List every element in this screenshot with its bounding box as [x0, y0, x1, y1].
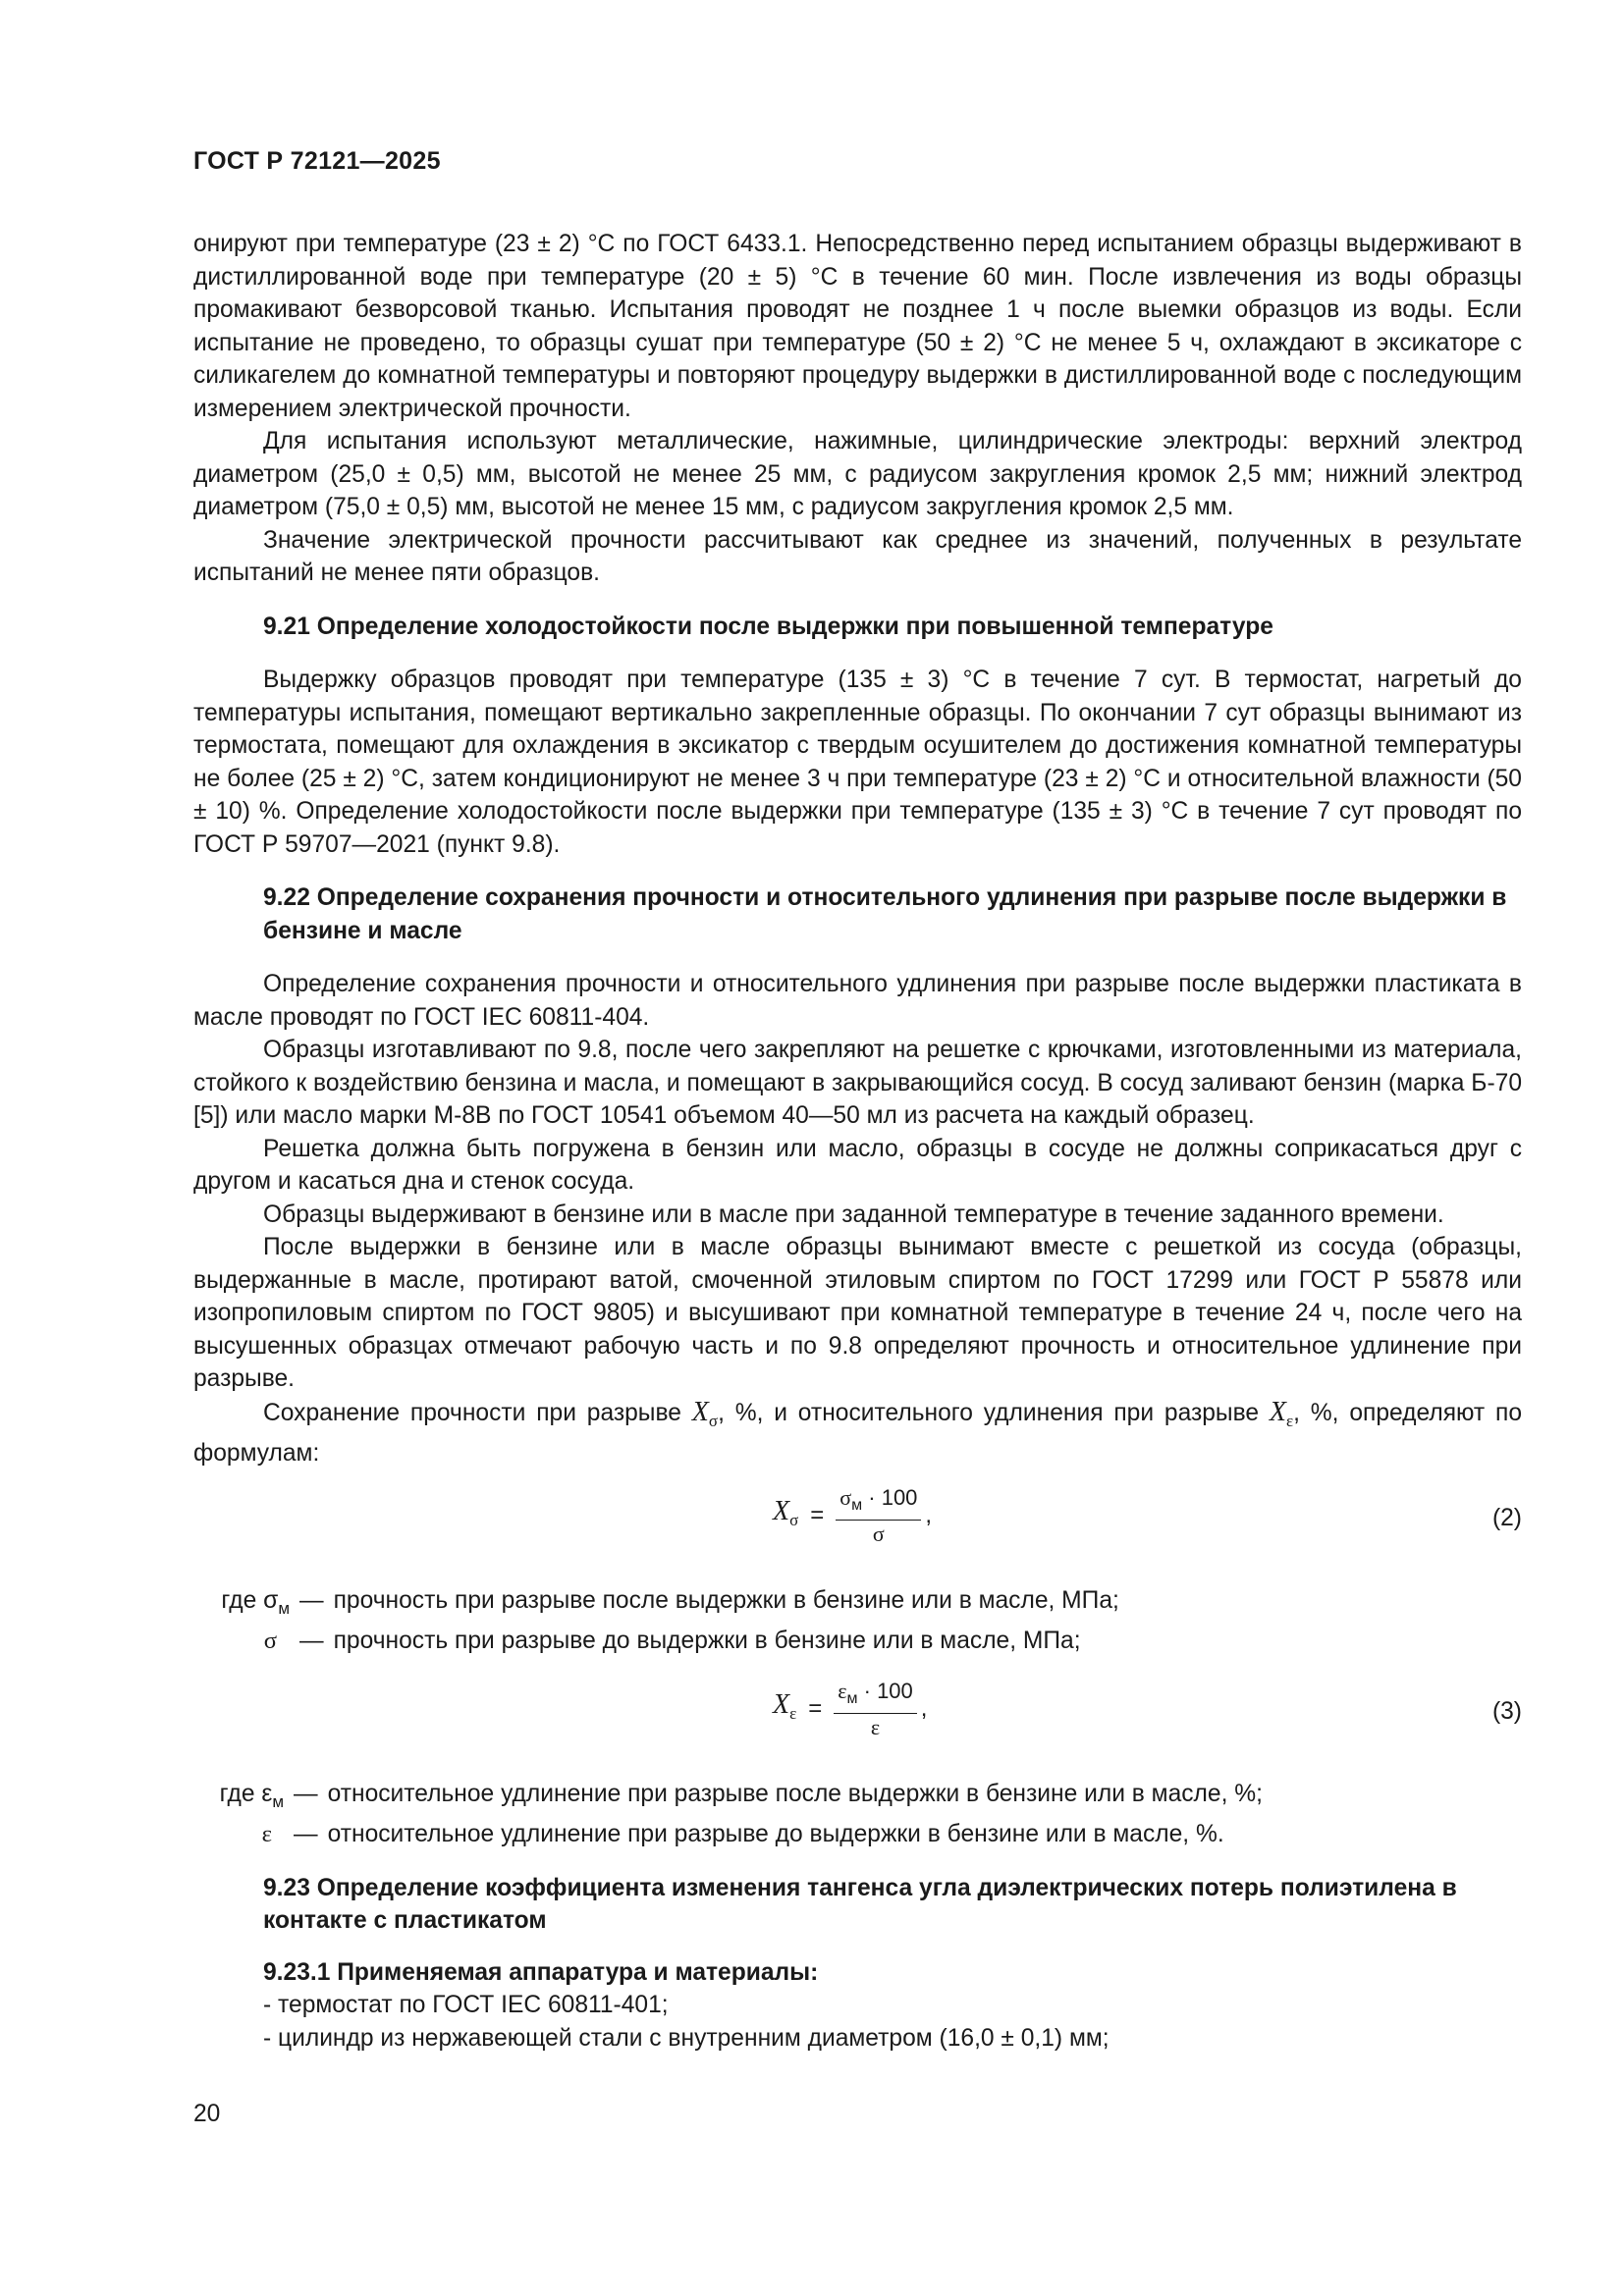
paragraph-9-22-6 — [193, 1396, 1522, 1470]
symbol-x: X — [691, 1396, 709, 1427]
paragraph-9-22-4: Образцы выдерживают в бензине или в масле при заданной температуре в течение заданного времени. — [263, 1201, 1444, 1228]
fraction-numerator: $\varepsilon_м \cdot 100$ — [838, 1678, 913, 1707]
equals-sign: = — [810, 1502, 825, 1529]
formula-lhs-sub: ε — [789, 1703, 797, 1723]
paragraph-9-21: Выдержку образцов проводят при температуре (135 ± 3) °С в течение 7 сут. В термостат, нагретый до температуры испытания, помещают вертикально закрепленные образцы. По окончании 7 сут образцы вынимают из термостата, помещают для охлаждения в эксикатор с твердым осушителем до достижения комнатной температуры не более (25 ± 2) °С, затем кондиционируют не менее 3 ч при температуре (23 ± 2) °С и относительной влажности (50 ± 10) %. Определение холодостойкости после выдержки при температуре (135 ± 3) °С в течение 7 сут проводят по ГОСТ Р 59707—2021 (пункт 9.8). — [193, 667, 1522, 858]
fraction — [834, 1678, 917, 1741]
paragraph-electrodes: Для испытания используют металлические, нажимные, цилиндрические электроды: верхний электрод диаметром (25,0 ± 0,5) мм, высотой не менее 25 мм, с радиусом закругления кромок 2,5 мм; нижний электрод диаметром (75,0 ± 0,5) мм, высотой не менее 15 мм, с радиусом закругления кромок 2,5 мм. — [193, 428, 1522, 520]
paragraph-electric-strength: Значение электрической прочности рассчитывают как среднее из значений, полученных в результате испытаний не менее пяти образцов. — [193, 526, 1522, 586]
symbol-sub: σ — [708, 1411, 719, 1430]
paragraph-9-22-3: Решетка должна быть погружена в бензин или масло, образцы в сосуде не должны соприкасаться друг с другом и касаться дна и стенок сосуда. — [193, 1135, 1522, 1195]
formula-number: (3) — [1491, 1697, 1522, 1725]
fraction-denominator: ε — [870, 1714, 881, 1739]
paragraph-9-22-2: Образцы изготавливают по 9.8, после чего закрепляют на решетке с крючками, изготовленными из материала, стойкого к воздействию бензина и масла, и помещают в закрывающийся сосуд. В сосуд заливают бензин (марка Б-70 [5]) или масло марки М-8В по ГОСТ 10541 объемом 40—50 мл из расчета на каждый образец. — [193, 1037, 1522, 1129]
formula-comma: , — [925, 1502, 933, 1529]
text-run: Сохранение прочности при разрыве — [263, 1399, 692, 1426]
definition-row: где $\sigma_м$ — прочность при разрыве после выдержки в бензине или в масле, МПа; — [193, 1584, 1522, 1626]
paragraph-continuation: онируют при температуре (23 ± 2) °С по ГОСТ 6433.1. Непосредственно перед испытанием образцы выдерживают в дистиллированной воде при температуре (20 ± 5) °С в течение 60 мин. После извлечения из воды образцы промакивают безворсовой тканью. Испытания проводят не позднее 1 ч после выемки образцов из воды. Если испытание не проведено, то образцы сушат при температуре (50 ± 2) °С не менее 5 ч, охлаждают в эксикаторе с силикагелем до комнатной температуры и повторяют процедуру выдержки в дистиллированной воде с последующим измерением электрической прочности. — [193, 231, 1522, 422]
formula-lhs: X — [773, 1688, 790, 1720]
definition-text: прочность при разрыве до выдержки в бензине или в масле, МПа; — [333, 1628, 1081, 1654]
definition-text: относительное удлинение при разрыве после выдержки в бензине или в масле, %; — [327, 1780, 1263, 1807]
definitions-formula-2 — [193, 1584, 1522, 1658]
section-heading-9-21: 9.21 Определение холодостойкости после выдержки при повышенной температуре — [263, 613, 1273, 640]
symbol-x: X — [1269, 1396, 1286, 1427]
section-heading-9-23: 9.23 Определение коэффициента изменения тангенса угла диэлектрических потерь полиэтилена в контакте с пластикатом — [263, 1874, 1457, 1934]
equals-sign: = — [808, 1695, 823, 1723]
definition-row: ε — относительное удлинение при разрыве до выдержки в бензине или в масле, %. — [193, 1818, 1522, 1851]
document-body — [193, 228, 1522, 2055]
definition-row: σ — прочность при разрыве до выдержки в бензине или в масле, МПа; — [193, 1625, 1522, 1658]
list-item: - термостат по ГОСТ IEC 60811-401; — [263, 1992, 669, 2018]
formula-3 — [193, 1670, 1522, 1764]
text-run: , %, и относительного удлинения при разрыве — [718, 1399, 1270, 1426]
list-item: - цилиндр из нержавеющей стали с внутренним диаметром (16,0 ± 0,1) мм; — [263, 2024, 1110, 2052]
fraction-numerator: $\sigma_м \cdot 100$ — [839, 1484, 918, 1514]
paragraph-9-22-5: После выдержки в бензине или в масле образцы вынимают вместе с решеткой из сосуда (образцы, выдержанные в масле, протирают ватой, смоченной этиловым спиртом по ГОСТ 17299 или ГОСТ Р 55878 или изопропиловым спиртом по ГОСТ 9805) и высушивают при комнатной температуре в течение 24 ч, после чего на высушенных образцах отмечают рабочую часть и по 9.8 определяют прочность и относительное удлинение при разрыве. — [193, 1234, 1522, 1392]
paragraph-9-22-1: Определение сохранения прочности и относительного удлинения при разрыве после выдержки пластиката в масле проводят по ГОСТ IEC 60811-404. — [193, 971, 1522, 1031]
formula-number: (2) — [1491, 1504, 1522, 1531]
formula-lhs: X — [773, 1495, 790, 1526]
symbol-sub: ε — [1286, 1411, 1294, 1430]
definition-text: относительное удлинение при разрыве до выдержки в бензине или в масле, %. — [327, 1821, 1224, 1847]
formula-comma: , — [920, 1695, 928, 1723]
section-heading-9-22: 9.22 Определение сохранения прочности и относительного удлинения при разрыве после выдержки в бензине и масле — [263, 884, 1507, 944]
page-number: 20 — [193, 2101, 221, 2127]
apparatus-list — [263, 1956, 1522, 2056]
fraction — [836, 1484, 921, 1548]
formula-lhs-sub: σ — [789, 1510, 799, 1529]
formula-2 — [193, 1476, 1522, 1571]
text-run: , %, определяют по формулам: — [193, 1399, 1522, 1467]
definition-row: где $\varepsilon_м$ — относительное удлинение при разрыве после выдержки в бензине или в масле, %; — [193, 1778, 1522, 1819]
definition-text: прочность при разрыве после выдержки в бензине или в масле, МПа; — [333, 1586, 1119, 1614]
fraction-denominator: σ — [872, 1521, 885, 1546]
document-header: ГОСТ Р 72121—2025 — [193, 147, 441, 175]
subsection-heading-9-23-1: 9.23.1 Применяемая аппаратура и материалы: — [263, 1958, 819, 1986]
definitions-formula-3 — [193, 1778, 1522, 1851]
